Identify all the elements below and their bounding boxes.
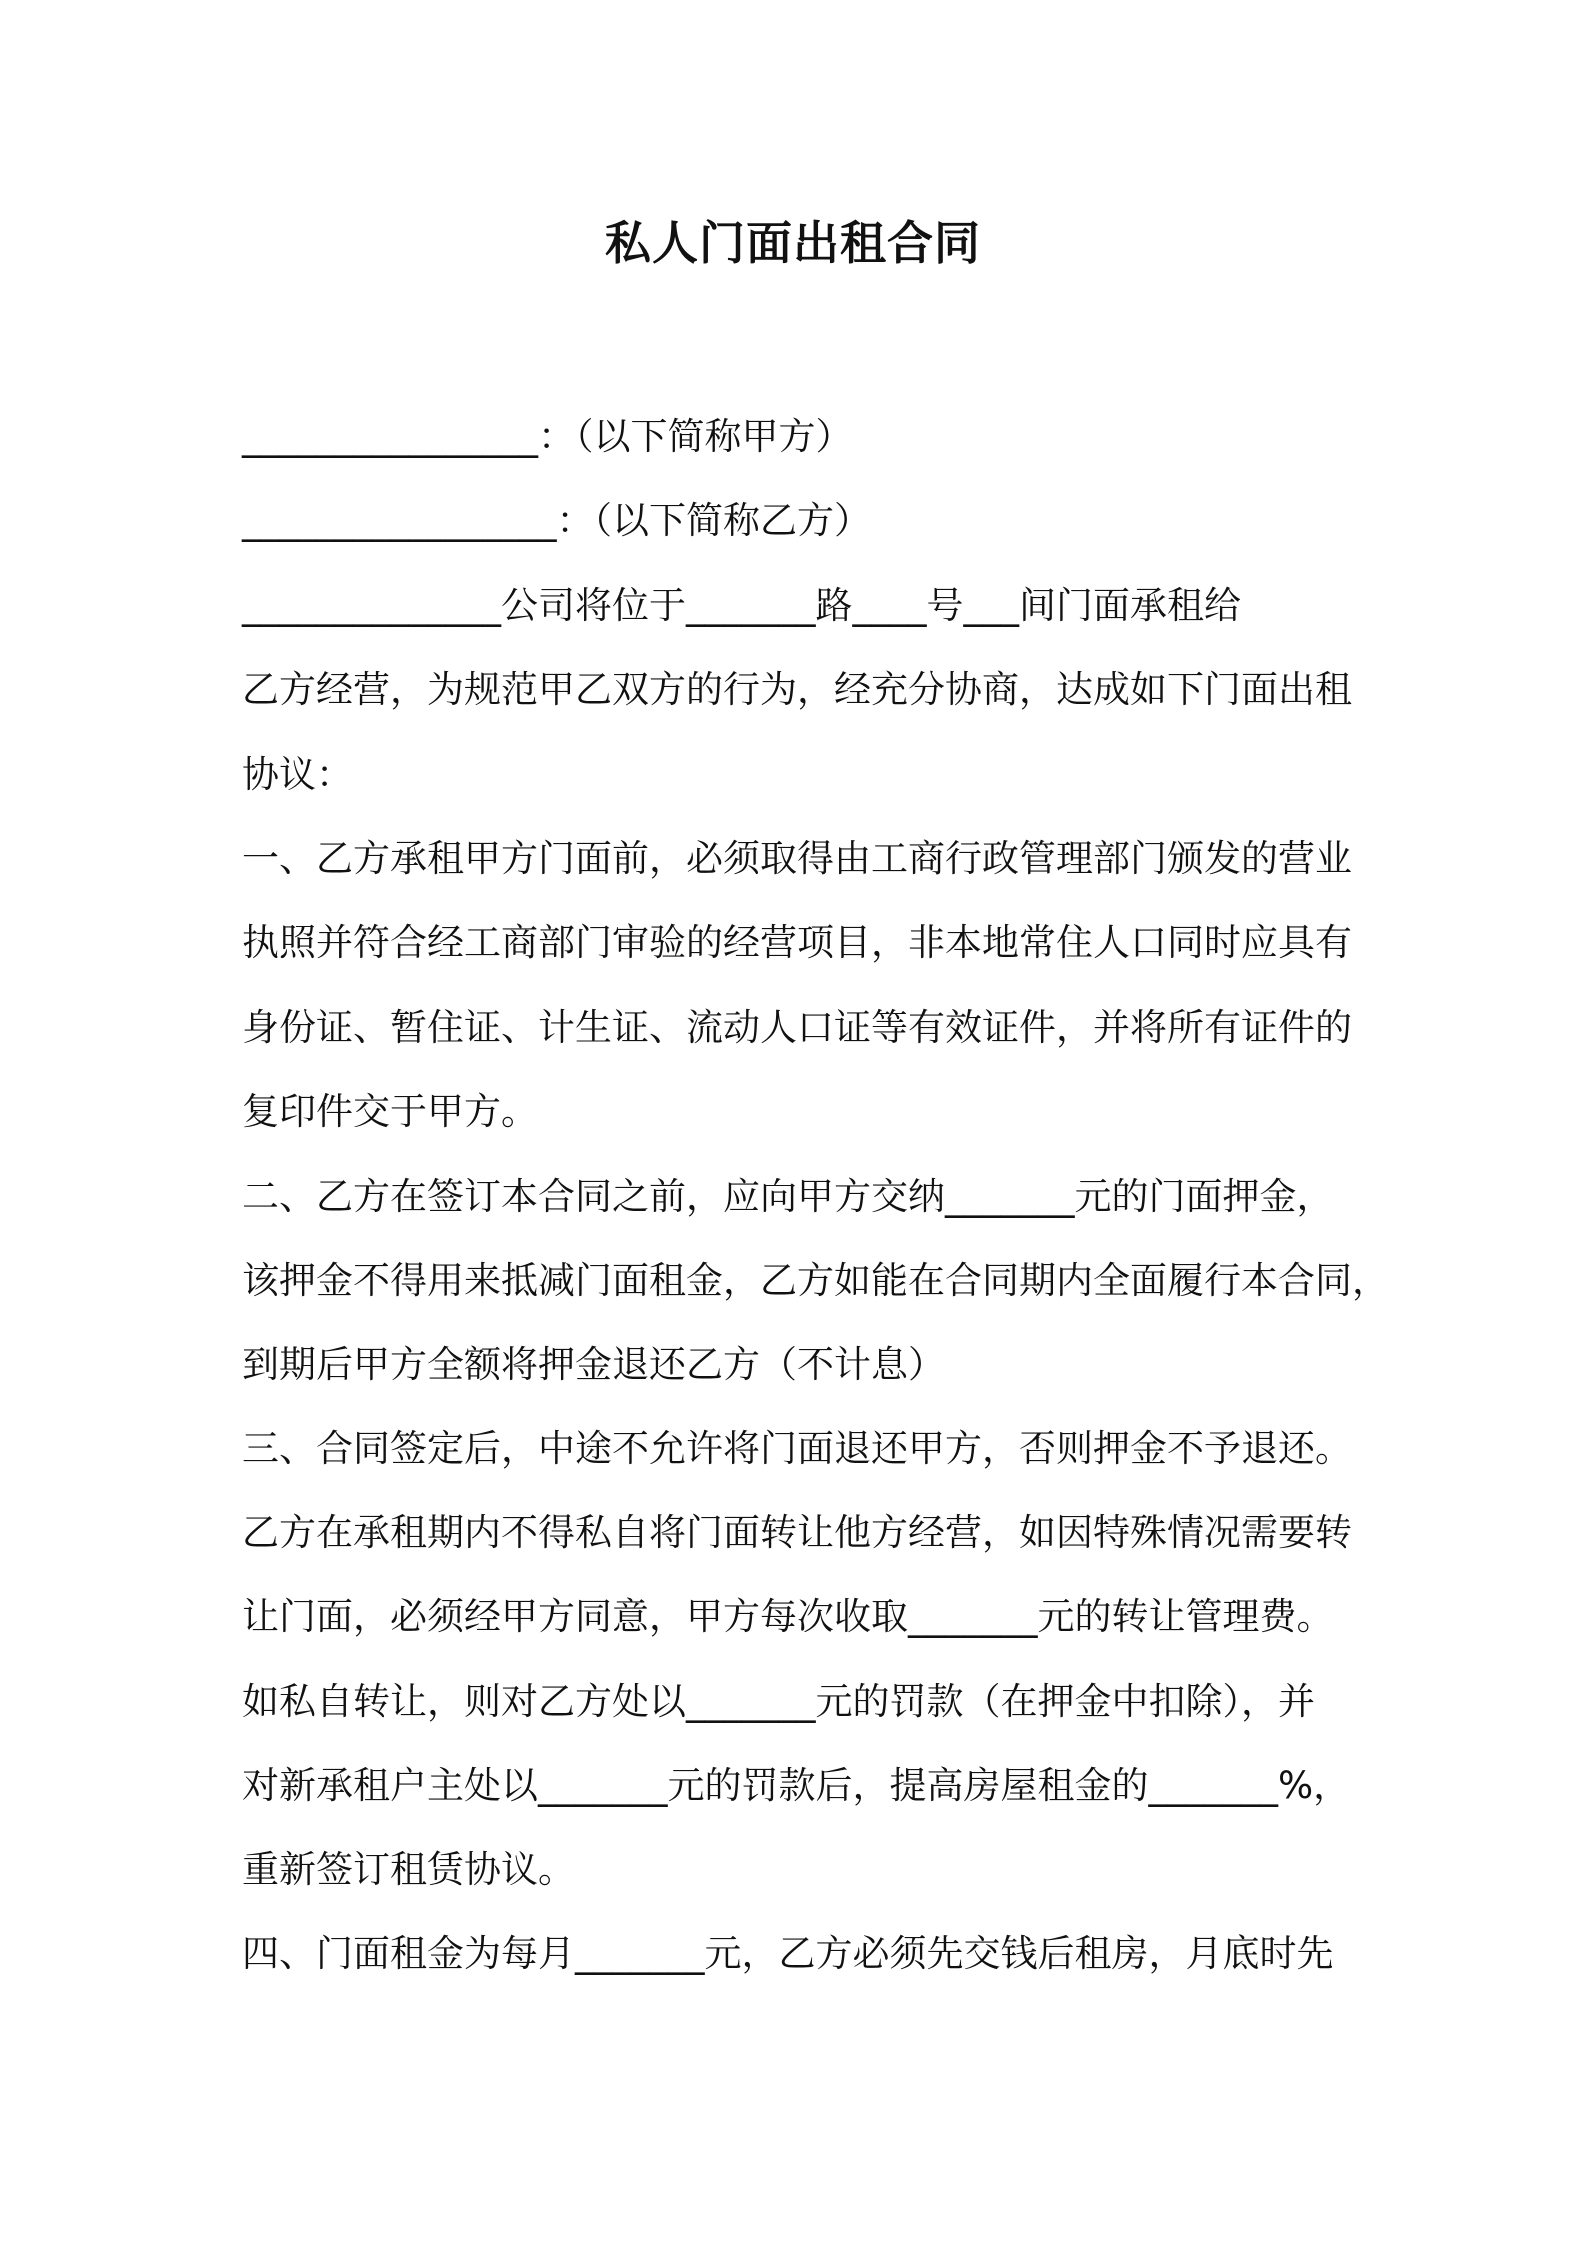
intro-line-3: 协议： — [242, 753, 353, 796]
intro-line-2: 乙方经营，为规范甲乙双方的行为，经充分协商，达成如下门面出租 — [242, 668, 1352, 711]
clause-2-line-3: 到期后甲方全额将押金退还乙方（不计息） — [242, 1343, 945, 1386]
document-title: 私人门面出租合同 — [605, 216, 981, 270]
clause-1-line-4: 复印件交于甲方。 — [242, 1090, 538, 1133]
clause-3-line-3: 让门面，必须经甲方同意，甲方每次收取_______元的转让管理费。 — [242, 1595, 1334, 1638]
clause-2-line-2: 该押金不得用来抵减门面租金，乙方如能在合同期内全面履行本合同， — [242, 1259, 1389, 1302]
clause-3-line-4: 如私自转让，则对乙方处以_______元的罚款（在押金中扣除），并 — [242, 1680, 1315, 1723]
clause-4-line-1: 四、门面租金为每月_______元，乙方必须先交钱后租房，月底时先 — [242, 1932, 1334, 1975]
clause-3-line-5: 对新承租户主处以_______元的罚款后，提高房屋租金的_______%， — [242, 1764, 1351, 1807]
clause-3-line-1: 三、合同签定后，中途不允许将门面退还甲方，否则押金不予退还。 — [242, 1427, 1352, 1470]
clause-1-line-1: 一、乙方承租甲方门面前，必须取得由工商行政管理部门颁发的营业 — [242, 837, 1352, 880]
party-b-line: _________________：（以下简称乙方） — [242, 499, 871, 542]
clause-2-line-1: 二、乙方在签订本合同之前，应向甲方交纳_______元的门面押金， — [242, 1175, 1334, 1218]
clause-3-line-2: 乙方在承租期内不得私自将门面转让他方经营，如因特殊情况需要转 — [242, 1511, 1352, 1554]
party-a-line: ________________：（以下简称甲方） — [242, 415, 853, 458]
clause-1-line-2: 执照并符合经工商部门审验的经营项目，非本地常住人口同时应具有 — [242, 921, 1352, 964]
intro-line-1: ______________公司将位于_______路____号___间门面承租给 — [242, 584, 1241, 627]
clause-1-line-3: 身份证、暂住证、计生证、流动人口证等有效证件，并将所有证件的 — [242, 1006, 1352, 1049]
clause-3-line-6: 重新签订租赁协议。 — [242, 1848, 575, 1891]
